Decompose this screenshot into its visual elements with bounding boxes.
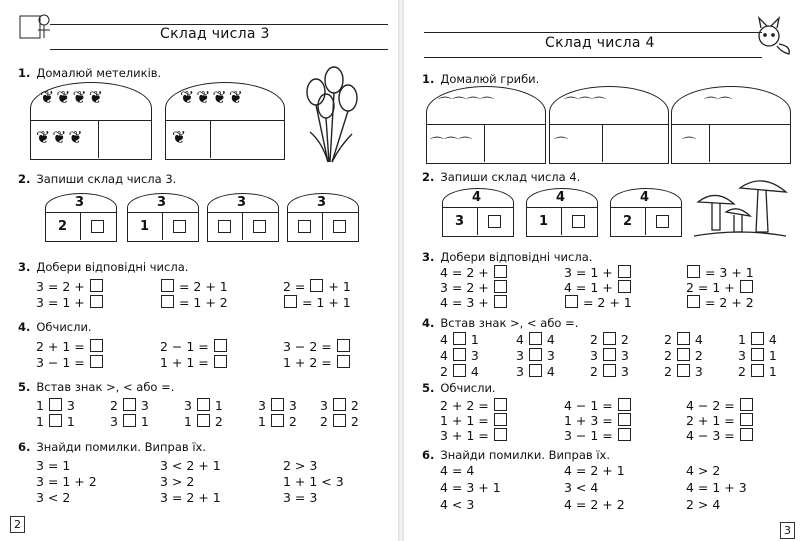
equation: 3 + 1 = (440, 428, 508, 443)
answer-box[interactable] (572, 215, 585, 228)
statement: 3 > 2 (160, 474, 195, 489)
task-5-instruction: 5. Обчисли. (422, 381, 496, 395)
answer-box[interactable] (687, 265, 700, 278)
sign-box[interactable] (529, 348, 542, 361)
mushrooms-icon: ⌒⌒⌒⌒ (438, 97, 494, 113)
answer-box[interactable] (214, 355, 227, 368)
house-divider (602, 124, 603, 162)
statement: 4 < 3 (440, 497, 475, 512)
equation: 2 + 1 = (36, 339, 104, 354)
equation: 3 = 2 + (36, 279, 104, 294)
answer-box[interactable] (218, 220, 231, 233)
mushrooms-icon: ⌒ (682, 137, 696, 153)
statement: 4 > 2 (686, 463, 721, 478)
comparison: 3 3 (516, 348, 555, 363)
fox-icon (749, 14, 793, 58)
mushrooms-icon: ⌒⌒⌒ (430, 137, 472, 153)
comparison: 2 1 (738, 364, 777, 379)
equation: 1 + 2 = (283, 355, 351, 370)
answer-box[interactable] (90, 355, 103, 368)
answer-box[interactable] (494, 428, 507, 441)
equation: 4 − 1 = (564, 398, 632, 413)
comparison: 4 1 (440, 332, 479, 347)
answer-box[interactable] (494, 265, 507, 278)
answer-box[interactable] (740, 398, 753, 411)
house-divider (162, 212, 163, 240)
comparison: 2 3 (110, 398, 149, 413)
task-4-instruction: 4. Обчисли. (18, 320, 92, 334)
equation: = 3 + 1 (686, 265, 754, 280)
statement: 4 = 2 + 2 (564, 497, 625, 512)
sign-box[interactable] (677, 364, 690, 377)
house-divider (645, 207, 646, 235)
sign-box[interactable] (197, 398, 210, 411)
answer-box[interactable] (173, 220, 186, 233)
answer-box[interactable] (90, 295, 103, 308)
mushrooms-icon: ⌒⌒⌒ (564, 97, 606, 113)
statement: 4 = 2 + 1 (564, 463, 625, 478)
sign-box[interactable] (271, 398, 284, 411)
comparison: 3 2 (320, 398, 359, 413)
sign-box[interactable] (529, 332, 542, 345)
equation: = 1 + 2 (160, 295, 228, 310)
comparison: 3 3 (258, 398, 297, 413)
statement: 2 > 4 (686, 497, 721, 512)
sign-box[interactable] (751, 348, 764, 361)
statement: 1 + 1 < 3 (283, 474, 344, 489)
page-number: 2 (10, 516, 25, 533)
sign-box[interactable] (271, 414, 284, 427)
mushrooms-picture-icon (690, 172, 790, 244)
equation: 3 = 1 + (36, 295, 104, 310)
sign-box[interactable] (453, 364, 466, 377)
house-top-number: 4 (556, 190, 566, 205)
answer-box[interactable] (494, 413, 507, 426)
house-left-number: 3 (455, 214, 465, 229)
equation: 1 + 1 = (160, 355, 228, 370)
equation: = 2 + 1 (564, 295, 632, 310)
statement: 2 > 3 (283, 458, 318, 473)
house-divider (477, 207, 478, 235)
equation: 4 − 2 = (686, 398, 754, 413)
answer-box[interactable] (337, 355, 350, 368)
answer-box[interactable] (618, 398, 631, 411)
task-5-instruction: 5. Встав знак >, < або =. (18, 380, 175, 394)
comparison: 1 2 (258, 414, 297, 429)
task-4-instruction: 4. Встав знак >, < або =. (422, 316, 579, 330)
statement: 4 = 1 + 3 (686, 480, 747, 495)
comparison: 3 1 (110, 414, 149, 429)
statement: 4 = 3 + 1 (440, 480, 501, 495)
answer-box[interactable] (618, 265, 631, 278)
sign-box[interactable] (751, 332, 764, 345)
task-6-instruction: 6. Знайди помилки. Виправ їх. (422, 448, 610, 462)
answer-box[interactable] (91, 220, 104, 233)
answer-box[interactable] (740, 413, 753, 426)
answer-box[interactable] (253, 220, 266, 233)
house-base (127, 212, 199, 242)
statement: 3 < 2 + 1 (160, 458, 221, 473)
house-top-number: 3 (75, 195, 85, 210)
answer-box[interactable] (90, 339, 103, 352)
sign-box[interactable] (677, 348, 690, 361)
equation: 4 = 2 + (440, 265, 508, 280)
comparison: 2 2 (320, 414, 359, 429)
house-left-number: 2 (623, 214, 633, 229)
sign-box[interactable] (123, 414, 136, 427)
task-3-instruction: 3. Добери відповідні числа. (422, 250, 593, 264)
equation: 4 = 1 + (564, 280, 632, 295)
house-divider (561, 207, 562, 235)
house-divider (322, 212, 323, 240)
house-base (610, 207, 682, 237)
answer-box[interactable] (161, 279, 174, 292)
sign-box[interactable] (603, 364, 616, 377)
task-2-instruction: 2. Запиши склад числа 4. (422, 170, 581, 184)
statement: 3 = 2 + 1 (160, 490, 221, 505)
equation: 2 = 1 + (686, 280, 754, 295)
answer-box[interactable] (565, 295, 578, 308)
answer-box[interactable] (488, 215, 501, 228)
house-divider (98, 120, 99, 158)
house-left-number: 1 (539, 214, 549, 229)
right-page (404, 0, 800, 541)
answer-box[interactable] (494, 398, 507, 411)
statement: 4 = 4 (440, 463, 475, 478)
house-top-number: 3 (237, 195, 247, 210)
sign-box[interactable] (677, 332, 690, 345)
equation: 2 − 1 = (160, 339, 228, 354)
comparison: 2 3 (664, 364, 703, 379)
mushrooms-icon: ⌒⌒ (704, 97, 732, 113)
comparison: 1 2 (184, 414, 223, 429)
house-left-number: 1 (140, 219, 150, 234)
house-left-number: 2 (58, 219, 68, 234)
equation: = 2 + 2 (686, 295, 754, 310)
equation: 4 − 3 = (686, 428, 754, 443)
comparison: 4 3 (440, 348, 479, 363)
comparison: 3 3 (590, 348, 629, 363)
equation: 2 = + 1 (283, 279, 351, 294)
equation: 3 − 1 = (564, 428, 632, 443)
answer-box[interactable] (298, 220, 311, 233)
mushrooms-icon: ⌒ (554, 137, 568, 153)
comparison: 4 4 (516, 332, 555, 347)
comparison: 1 3 (36, 398, 75, 413)
sign-box[interactable] (751, 364, 764, 377)
sign-box[interactable] (603, 332, 616, 345)
comparison: 1 1 (36, 414, 75, 429)
answer-box[interactable] (618, 428, 631, 441)
page-title: Склад числа 3 (160, 26, 270, 42)
equation: 3 − 1 = (36, 355, 104, 370)
answer-box[interactable] (214, 339, 227, 352)
answer-box[interactable] (161, 295, 174, 308)
sign-box[interactable] (197, 414, 210, 427)
answer-box[interactable] (740, 280, 753, 293)
comparison: 3 4 (516, 364, 555, 379)
equation: 1 + 1 = (440, 413, 508, 428)
statement: 3 < 4 (564, 480, 599, 495)
equation: 2 + 1 = (686, 413, 754, 428)
answer-box[interactable] (494, 280, 507, 293)
comparison: 3 1 (738, 348, 777, 363)
task-1-instruction: 1. Домалюй гриби. (422, 72, 540, 86)
statement: 3 = 1 + 2 (36, 474, 97, 489)
equation: 3 = 2 + (440, 280, 508, 295)
house-top-number: 3 (157, 195, 167, 210)
butterflies-icon: ❦ (172, 128, 187, 148)
house-divider (709, 124, 710, 162)
equation: 4 = 3 + (440, 295, 508, 310)
sign-box[interactable] (603, 348, 616, 361)
comparison: 2 3 (590, 364, 629, 379)
equation: 3 = 1 + (564, 265, 632, 280)
task-6-instruction: 6. Знайди помилки. Виправ їх. (18, 440, 206, 454)
sign-box[interactable] (123, 398, 136, 411)
sign-box[interactable] (453, 348, 466, 361)
house-divider (210, 120, 211, 158)
equation: = 2 + 1 (160, 279, 228, 294)
equation: 2 + 2 = (440, 398, 508, 413)
equation: 1 + 3 = (564, 413, 632, 428)
house-top-number: 4 (640, 190, 650, 205)
tulips-icon (296, 62, 366, 174)
answer-box[interactable] (284, 295, 297, 308)
butterflies-icon: ❦❦❦❦ (180, 88, 245, 108)
answer-box[interactable] (310, 279, 323, 292)
house-top-number: 4 (472, 190, 482, 205)
comparison: 3 1 (184, 398, 223, 413)
task-3-instruction: 3. Добери відповідні числа. (18, 260, 189, 274)
butterflies-icon: ❦❦❦ (36, 128, 85, 148)
house-divider (484, 124, 485, 162)
answer-box[interactable] (656, 215, 669, 228)
house-divider (242, 212, 243, 240)
task-2-instruction: 2. Запиши склад числа 3. (18, 172, 177, 186)
answer-box[interactable] (333, 220, 346, 233)
comparison: 2 4 (664, 332, 703, 347)
page-number: 3 (780, 522, 795, 539)
answer-box[interactable] (494, 295, 507, 308)
sign-box[interactable] (333, 414, 346, 427)
house-divider (80, 212, 81, 240)
house-top-number: 3 (317, 195, 327, 210)
statement: 3 = 3 (283, 490, 318, 505)
answer-box[interactable] (337, 339, 350, 352)
sign-box[interactable] (529, 364, 542, 377)
house-base (442, 207, 514, 237)
answer-box[interactable] (687, 295, 700, 308)
sign-box[interactable] (453, 332, 466, 345)
sign-box[interactable] (49, 414, 62, 427)
equation: = 1 + 1 (283, 295, 351, 310)
sign-box[interactable] (333, 398, 346, 411)
page-title: Склад числа 4 (545, 35, 655, 51)
teacher-icon (18, 10, 52, 44)
comparison: 2 2 (590, 332, 629, 347)
statement: 3 = 1 (36, 458, 71, 473)
butterflies-icon: ❦❦❦❦ (40, 88, 105, 108)
comparison: 2 4 (440, 364, 479, 379)
answer-box[interactable] (90, 279, 103, 292)
comparison: 1 4 (738, 332, 777, 347)
house-base (45, 212, 117, 242)
house-base (526, 207, 598, 237)
answer-box[interactable] (740, 428, 753, 441)
answer-box[interactable] (618, 280, 631, 293)
task-1-instruction: 1. Домалюй метеликів. (18, 66, 162, 80)
equation: 3 − 2 = (283, 339, 351, 354)
left-page (0, 0, 398, 541)
statement: 3 < 2 (36, 490, 71, 505)
comparison: 2 2 (664, 348, 703, 363)
answer-box[interactable] (618, 413, 631, 426)
sign-box[interactable] (49, 398, 62, 411)
